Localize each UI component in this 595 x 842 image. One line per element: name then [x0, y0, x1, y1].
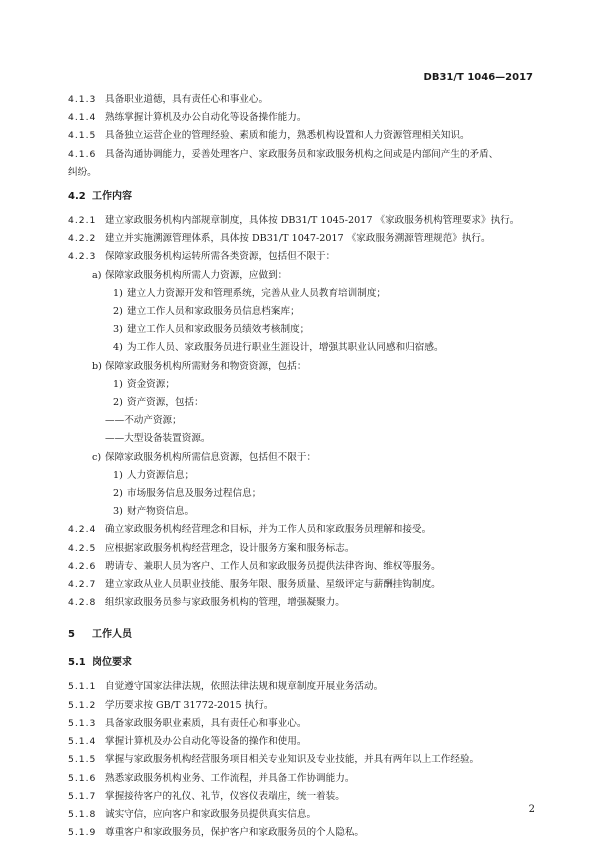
clause-4-1-3: 4.1.3 具备职业道德，具有责任心和事业心。 [68, 94, 269, 105]
standard-code-header: DB31/T 1046—2017 [423, 72, 533, 83]
clause-4-2-6: 4.2.6 聘请专、兼职人员为客户、工作人员和家政服务员提供法律咨询、维权等服务。 [68, 560, 441, 572]
clause-4-2-4: 4.2.4 确立家政服务机构经营理念和目标，并为工作人员和家政服务员理解和接受。 [68, 524, 432, 536]
section-heading-4-2: 4.2 工作内容 [68, 191, 132, 203]
clause-5-1-6: 5.1.6 熟悉家政服务机构业务、工作流程，并具备工作协调能力。 [68, 772, 355, 784]
clause-4-2-3: 4.2.3 保障家政服务机构运转所需各类资源，包括但不限于： [68, 251, 336, 263]
section-heading-5: 5 工作人员 [68, 629, 132, 641]
clause-4-2-2: 4.2.2 建立并实施溯源管理体系，具体按 DB31/T 1047-2017 《家政服务溯源管理规范》执行。 [68, 233, 491, 245]
list-item-c: c) 保障家政服务机构所需信息资源，包括但不限于： [92, 451, 317, 463]
section-heading-5-1: 5.1 岗位要求 [68, 657, 132, 669]
list-item-b-2: 2) 资产资源，包括： [113, 397, 204, 409]
clause-4-2-8: 4.2.8 组织家政服务员参与家政服务机构的管理，增强凝聚力。 [68, 597, 345, 609]
list-item-b: b) 保障家政服务机构所需财务和物资资源，包括： [92, 360, 307, 372]
clause-4-1-6-continued: 纠纷。 [68, 166, 97, 178]
clause-5-1-9: 5.1.9 尊重客户和家政服务员，保护客户和家政服务员的个人隐私。 [68, 827, 365, 839]
list-item-b-1: 1) 资金资源； [113, 378, 175, 390]
clause-5-1-3: 5.1.3 具备家政服务职业素质，具有责任心和事业心。 [68, 717, 307, 729]
list-item-a-3: 3) 建立工作人员和家政服务员绩效考核制度； [113, 324, 310, 336]
list-item-a-1: 1) 建立人力资源开发和管理系统，完善从业人员教育培训制度； [113, 287, 387, 299]
dash-item-equipment: ——大型设备装置资源。 [105, 433, 211, 445]
list-item-a: a) 保障家政服务机构所需人力资源，应做到： [92, 269, 288, 281]
clause-5-1-4: 5.1.4 掌握计算机及办公自动化等设备的操作和使用。 [68, 736, 307, 748]
clause-5-1-7: 5.1.7 掌握接待客户的礼仪、礼节，仪容仪表端庄，统一着装。 [68, 790, 345, 802]
page-number: 2 [528, 804, 535, 815]
clause-5-1-1: 5.1.1 自觉遵守国家法律法规，依照法律法规和规章制度开展业务活动。 [68, 681, 384, 693]
list-item-c-2: 2) 市场服务信息及服务过程信息； [113, 488, 262, 500]
list-item-a-4: 4) 为工作人员、家政服务员进行职业生涯设计，增强其职业认同感和归宿感。 [113, 342, 444, 354]
list-item-c-3: 3) 财产物资信息。 [113, 506, 195, 518]
clause-4-2-1: 4.2.1 建立家政服务机构内部规章制度，具体按 DB31/T 1045-2017 《家政服务机构管理要求》执行。 [68, 215, 520, 227]
clause-4-2-5: 4.2.5 应根据家政服务机构经营理念，设计服务方案和服务标志。 [68, 542, 355, 554]
clause-4-1-4: 4.1.4 熟练掌握计算机及办公自动化等设备操作能力。 [68, 112, 307, 124]
clause-5-1-8: 5.1.8 诚实守信，应向客户和家政服务员提供真实信息。 [68, 808, 317, 820]
clause-4-2-7: 4.2.7 建立家政从业人员职业技能、服务年限、服务质量、星级评定与薪酬挂钩制度。 [68, 579, 441, 591]
clause-5-1-2: 5.1.2 学历要求按 GB/T 31772-2015 执行。 [68, 699, 274, 711]
clause-5-1-5: 5.1.5 掌握与家政服务机构经营服务项目相关专业知识及专业技能，并具有两年以上工作经验。 [68, 754, 480, 766]
clause-4-1-5: 4.1.5 具备独立运营企业的管理经验、素质和能力，熟悉机构设置和人力资源管理相关知识。 [68, 130, 470, 142]
clause-4-1-6: 4.1.6 具备沟通协调能力，妥善处理客户、家政服务员和家政服务机构之间或是内部间产生的矛盾、 [68, 148, 499, 160]
list-item-a-2: 2) 建立工作人员和家政服务员信息档案库； [113, 306, 300, 318]
page-content [68, 91, 538, 842]
list-item-c-1: 1) 人力资源信息； [113, 469, 195, 481]
dash-item-real-estate: ——不动产资源； [105, 415, 182, 427]
